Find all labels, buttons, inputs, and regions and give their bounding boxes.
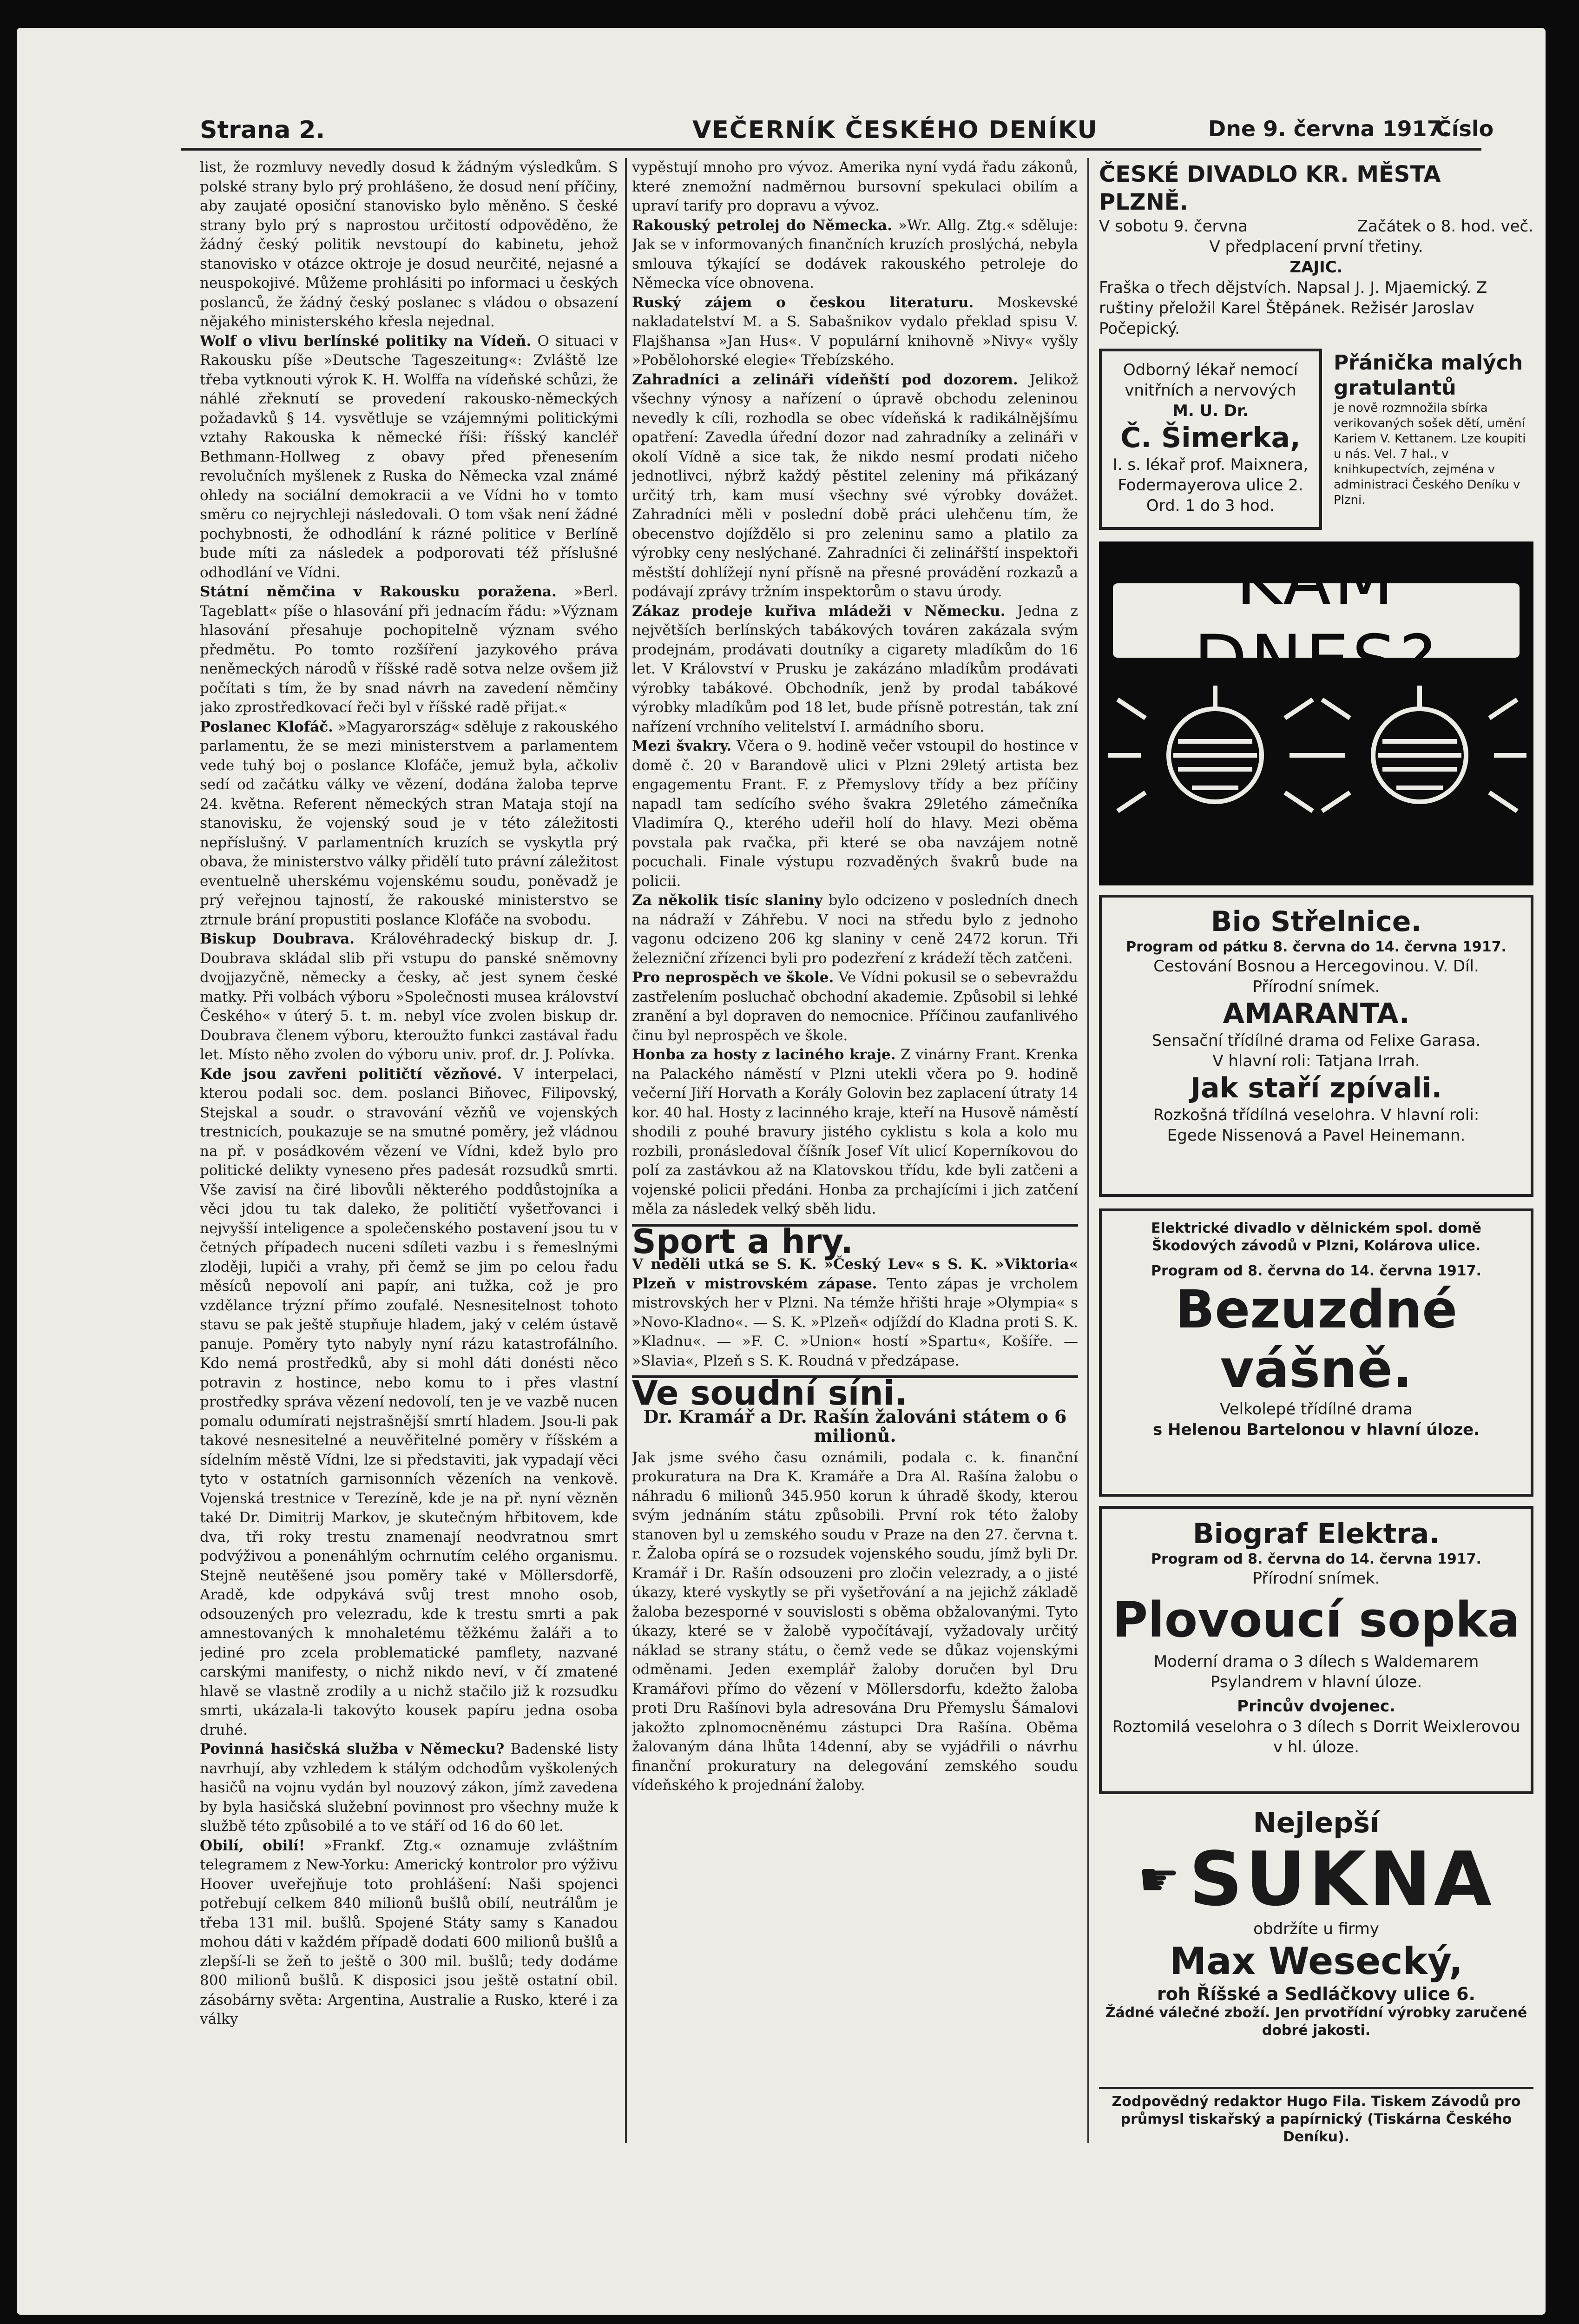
column-rule [625, 158, 627, 2143]
sukna-intro: Nejlepší [1253, 1807, 1380, 1839]
article-text: Z vinárny Frant. Krenka na Palackého náměstí v Plzni utekli včera po 9. hodině večerní Jiří Horvath a Korály Golovin bez zaplacení útraty 14 kor. 40 hal. Hosty z lacinného kraje, kteří na Husově náměstí shodili z pouhé bravury jistého cyklistu s kola a kolo mu rozbili, pronásledoval číšník Josef Vít ulicí Koperníkovou do polí za zastávkou až na Klatovskou třídu, kde byli zatčeni a vojenské policii předáni. Honba za prchajícími i jich zatčení měla za následek velký sběh lidu. [632, 1046, 1078, 1217]
theatre-line [1099, 216, 1533, 237]
doctor-specialty: Odborný lékař nemocí vnitřních a nervových [1123, 361, 1298, 400]
article-headline: Wolf o vlivu berlínské politiky na Vídeň. [200, 332, 532, 350]
article-paragraph [632, 968, 1078, 1045]
sukna-note: Žádné válečné zboží. Jen prvotřídní výrobky zaručené dobré jakosti. [1105, 2005, 1527, 2039]
bio-line-5: Rozkošná třídílná veselohra. V hlavní roli: [1153, 1106, 1480, 1124]
sport-section [632, 1221, 1078, 1371]
article-text: »Berl. Tageblatt« píše o hlasování při jednacím řádu: »Význam hlasování přesahuje pochopitelně význam svého předmětu. Po tomto rozšíření jazykového práva neněmeckých národů v říšské radě sotva nelze ovšem již počítati s tím, že by snad návrh na zavedení němčiny jako zprostředkovací řeči byl v říšské radě přijat.« [200, 583, 618, 716]
gratulation-ad [1329, 349, 1533, 530]
theatre-play: ZAJIC. [1290, 258, 1343, 277]
article-headline: Obilí, obilí! [200, 1837, 305, 1854]
doctor-hours: Ord. 1 do 3 hod. [1146, 496, 1275, 515]
article-text: Ve Vídni pokusil se o sebevraždu zastřelením posluchač obchodní akademie. Způsobil si lehké zranění a byl dopraven do nemocnice. Příčinou zaufanlivého činu byl neprospěch ve škole. [632, 969, 1078, 1044]
bio-line-2: Přírodní snímek. [1252, 977, 1380, 996]
theatre-date: V sobotu 9. června [1099, 217, 1248, 236]
article-paragraph [200, 1065, 618, 1740]
elektricke-film: Bezuzdné vášně. [1175, 1280, 1458, 1400]
issue-date: Dne 9. června 1917. [1208, 116, 1450, 141]
article-headline: Ruský zájem o českou literaturu. [632, 294, 974, 311]
article-headline: Biskup Doubrava. [200, 931, 355, 947]
kam-dnes-plate [1113, 541, 1520, 701]
bio-strelnice-ad [1099, 895, 1533, 1197]
article-text: »Wr. Allg. Ztg.« sděluje: Jak se v informovaných finančních kruzích proslýchá, nebyla smlouva týkající se dodávek rakouského petroleje do Německa více obnovena. [632, 217, 1078, 291]
elektricke-title: Elektrické divadlo v dělnickém spol. domě Škodových závodů v Plzni, Kolárova ulice. [1151, 1220, 1482, 1254]
article-paragraph [632, 1255, 1078, 1371]
article-paragraph [200, 1836, 618, 2029]
theatre-text: Fraška o třech dějstvích. Napsal J. J. Mjaemický. Z ruštiny přeložil Karel Štěpánek. Režisér Jaroslav Počepický. [1099, 278, 1487, 338]
article-headline: Zákaz prodeje kuřiva mládeži v Německu. [632, 602, 1006, 620]
article-paragraph [632, 602, 1078, 737]
article-headline: Povinná hasičská služba v Německu? [200, 1741, 505, 1757]
article-paragraph [632, 737, 1078, 891]
column-1 [200, 158, 618, 2138]
elektra-line-4: Roztomilá veselohra o 3 dílech s Dorrit Weixlerovou v hl. úloze. [1112, 1717, 1520, 1756]
gratulation-text: je nově rozmnožila sbírka verikovaných sošek dětí, umění Kariem V. Kettanem. Lze koupiti u nás. Vel. 7 hal., v knihkupectvích, zejména v administraci Českého Deníku v Plzni. [1334, 401, 1526, 507]
elektra-line-2: Moderní drama o 3 dílech s Waldemarem Psylandrem v hlavní úloze. [1153, 1652, 1479, 1691]
sukna-line: obdržíte u firmy [1253, 1920, 1379, 1938]
doctor-address: Fodermayerova ulice 2. [1118, 476, 1303, 495]
elektra-line-1: Přírodní snímek. [1252, 1569, 1380, 1588]
bio-film-2: Jak staří zpívali. [1190, 1072, 1442, 1104]
theatre-start: Začátek o 8. hod. več. [1357, 217, 1533, 236]
article-text: V interpelaci, kterou podali soc. dem. poslanci Biňovec, Filipovský, Stejskal a soudr. o stravování vězňů ve vojenských trestnicích, poukazuje se na smutné poměry, jež vládnou na př. v posádkovém vězení ve Vídni, kdež bylo pro politické delikty vyneseno přes padesát rozsudků smrti. Vše zavisí na čiré libovůli některého poddůstojníka a věci jdou tu tak daleko, že političtí vyšetřovanci i nejvyšší inteligence a společenského postavení jsou tu v četných případech nuceni sdíleti vazbu i s řemeslnými zloději, lupiči a vrahy, při čemž se jim po celou řadu měsíců nepovolí ani papír, ani tužka, což je pro vzdělance trýzní přímo zoufalé. Nesnesitelnost tohoto stavu se pak ještě stupňuje hladem, jaký v celém ústavě panuje. Poměry tyto nabyly nyní rázu katastrofálního. Kdo nemá prostředků, aby si mohl dáti donésti něco potravin z hostince, nebo komu to i přes vlastní prostředky správa vězení nedovolí, ten je ve vazbě nucen pomalu odumírati nejstrašnější smrtí hladem. Jsou-li pak takové nesnesitelné a neuvěřitelné poměry v říšském a sídelním městě Vídni, lze si představiti, jak vypadají věci tyto v ostatních garnisonních vězeních na venkově. Vojenská trestnice v Terezíně, kde je na př. nyní vězněn také Dr. Dimitrij Markov, je skutečným hřbitovem, kde dva, tři roky trestu znamenají neodvratnou smrt podvýživou a ponenáhlým ochrnutím celého organismu. Stejně neutěšené jsou poměry také v Möllersdorfě, Aradě, kde odpykává svůj trest mnoho osob, odsouzených pro velezradu, kde k trestu smrti a pak amnestovaných k mnohaletému těžkému žaláři a to jediné pro zcela problematické pamflety, nazvané carskými manifesty, o nichž nikdo neví, v čí zmatené hlavě se vlastně zrodily a u nichž stačilo již k rozsudku smrti, ukázala-li takovýto kousek papíru jedna osoba druhé. [200, 1065, 618, 1738]
page-header [181, 102, 1494, 149]
article-text: »Magyarország« sděluje z rakouského parlamentu, že se mezi ministerstvem a parlamentem vede tuhý boj o poslance Klofáče, jemuž byla, ačkoliv sedí od začátku války ve vězení, dodána žaloba teprve 24. května. Referent německých stran Mataja stojí na stanovisku, že vojenský soud je v této záležitosti nepříslušný. V parlamentních kruzích se vyskytla prý obava, že ministerstvo války přidělí tuto právní záležitost eventuelně uherskému vojenskému soudu, poněvadž je prý veřejnou tajností, že rakouské ministerstvo se ztrnule brání propustiti poslance Klofáče na svobodu. [200, 718, 618, 928]
article-headline: Za několik tisíc slaniny [632, 892, 823, 909]
article-paragraph [632, 293, 1078, 370]
article-paragraph [632, 216, 1078, 293]
sukna-firm: Max Wesecký, [1169, 1940, 1463, 1983]
article-headline: Kde jsou zavřeni političtí vězňové. [200, 1065, 502, 1083]
masthead: VEČERNÍK ČESKÉHO DENÍKU [692, 116, 1098, 144]
bio-line-1: Cestování Bosnou a Hercegovinou. V. Díl. [1153, 957, 1479, 976]
column-rule [1087, 158, 1089, 2143]
article-paragraph [200, 582, 618, 718]
page-number: Strana 2. [200, 116, 325, 144]
bio-program: Program od pátku 8. června do 14. června 1917. [1126, 939, 1507, 955]
article-headline: Honba za hosty z laciného kraje. [632, 1046, 896, 1063]
elektricke-line-2: s Helenou Bartelonou v hlavní úloze. [1152, 1420, 1480, 1439]
elektra-film: Plovoucí sopka [1112, 1591, 1520, 1648]
court-title: Ve soudní síni. [632, 1373, 908, 1413]
article-headline: Rakouský petrolej do Německa. [632, 217, 892, 234]
kam-dnes-title: KAM DNES? [1193, 541, 1439, 701]
court-text: Jak jsme svého času oznámili, podala c. k. finanční prokuratura na Dra K. Kramáře a Dra Al. Rašína žalobu o náhradu 6 milionů 345.950 korun k úhradě škody, kterou svým jednáním státu způsobili. První rok této žaloby stanoven byl u zemského soudu v Praze na den 27. června t. r. Žaloba opírá se o rozsudek vojenského soudu, jímž byli Dr. Kramář i Dr. Rašín odsouzeni pro zločin velezrady, a o jisté úkazy, které vyskytly se při vyšetřování a na jejichž základě žaloba bezesporné v souvislosti s oběma obžalovanými. Tyto úkazy, které se v žalobě vypočítávají, vyžadovaly určitý náklad se strany státu, o čemž vede se důkaz vojenskými odměnami. Jeden exemplář žaloby doručen byl Dru Kramářovi přímo do vězení v Möllersdorfu, kdežto žaloba proti Dru Rašínovi byla adresována Dru Přemyslu Šámalovi jakožto zplnomocněnému zástupci Dra Rašína. Oběma žalovaným dána lhůta 14denní, aby se vyjádřili o návrhu finanční prokuratury na delegování zemského soudu vídeňského k projednání žaloby. [632, 1449, 1078, 1794]
elektricke-line-1: Velkolepé třídílné drama [1220, 1400, 1413, 1419]
bio-title: Bio Střelnice. [1211, 905, 1422, 938]
article-text: O situaci v Rakousku píše »Deutsche Tageszeitung«: Zvláště lze třeba vytknouti výrok K. H. Wolffa na vídeňské schůzi, že náhlé zřeknutí se provedení rakousko-německých požadavků § 14. vysvětluje se vzájemnými politickými vztahy Rakouska k německé říši: říšský kancléř Bethmann-Hollweg z obavy před přenesením revolučních myšlenek z Ruska do Německa vzal známé ohledy na sociální demokracii a ve Vídni ho v tomto směru co nejrychleji následovali. O tom však není žádné pochybnosti, že odhodlání k rázné politice v Berlíně bude míti za následek a podporovati též příslušné odhodlání ve Vídni. [200, 332, 618, 581]
court-subtitle: Dr. Kramář a Dr. Rašín žalováni státem o 6 milionů. [643, 1406, 1067, 1446]
issue-number: Číslo [1436, 116, 1494, 141]
doctor-line: I. s. lékař prof. Maixnera, [1112, 456, 1309, 474]
theatre-ad [1099, 160, 1533, 344]
elektra-program: Program od 8. června do 14. června 1917. [1151, 1551, 1481, 1567]
article-paragraph [200, 158, 618, 332]
bio-line-6: Egede Nissenová a Pavel Heinemann. [1167, 1126, 1466, 1145]
hand-pointer-icon: ☛ [1138, 1852, 1180, 1907]
kam-dnes-banner [1099, 541, 1533, 885]
news-items [632, 158, 1078, 1219]
article-paragraph [200, 1740, 618, 1836]
article-text: Tento zápas je vrcholem mistrovských her v Plzni. Na témže hřišti hraje »Olympia« s »Novo-Kladno«. — S. K. »Plzeň« odjíždí do Kladna proti S. K. »Kladnu«. — »F. C. »Union« hostí »Spartu«, Košíře. — »Slavia«, Plzeň s S. K. Roudná v předzápase. [632, 1275, 1078, 1369]
sukna-row [1102, 1835, 1531, 1922]
imprint-text: Zodpovědný redaktor Hugo Fila. Tiskem Závodů pro průmysl tiskařský a papírnický (Tiskárna Českého Deníku). [1112, 2093, 1521, 2145]
theatre-subscription: V předplacení první třetiny. [1209, 238, 1423, 256]
bio-line-3: Sensační třídílné drama od Felixe Garasa. [1151, 1031, 1481, 1050]
article-headline: Pro neprospěch ve škole. [632, 969, 834, 986]
elektra-ad [1099, 1506, 1533, 1794]
article-paragraph [632, 1045, 1078, 1219]
elektricke-program: Program od 8. června do 14. června 1917. [1151, 1263, 1481, 1279]
gratulation-title: Přánička malých gratulantů [1334, 351, 1523, 400]
article-paragraph [200, 718, 618, 930]
theatre-title: ČESKÉ DIVADLO KR. MĚSTA PLZNĚ. [1099, 161, 1441, 215]
article-paragraph [632, 158, 1078, 216]
article-text: Badenské listy navrhují, aby vzhledem k stálým odchodům vyškolených hasičů na vojnu vydán byl nouzový zákon, jímž zavedena by byla hasičská služební povinnost pro všechny muže k službě této způsobilé a to ve stáří od 16 do 60 let. [200, 1741, 618, 1835]
sport-items [632, 1255, 1078, 1371]
doctor-title: M. U. Dr. [1172, 402, 1249, 420]
sukna-address: roh Říšské a Sedláčkovy ulice 6. [1157, 1984, 1475, 2004]
article-text: Jedna z největších berlínských tabákových továren zakázala svým prodejnám, prodávati doutníky a cigarety mladíkům do 16 let. V Království v Prusku je zakázáno mladíkům prodávati výrobky tabákové. Obchodník, jenž by prodal tabákové výrobky mladíkům pod 18 let, bude přísně potrestán, tak zní nařízení vrchního velitelství I. armádního sboru. [632, 602, 1078, 735]
article-text: bylo odcizeno v posledních dnech na nádraží v Záhřebu. V noci na středu bylo z jednoho vagonu odcizeno 206 kg slaniny v ceně 2472 korun. Tři železniční zřízenci byli pro podezření z krádeží těch zatčeni. [632, 892, 1078, 967]
sukna-title: SUKNA [1189, 1835, 1494, 1922]
doctor-ad [1099, 349, 1322, 530]
article-text: Včera o 9. hodině večer vstoupil do hostince v domě č. 20 v Barandově ulici v Plzni 29letý artista bez engagementu Frant. F. z Přemyslovy třídy a bez příčiny napadl tam sedícího svého švakra 29letého zámečníka Vladimíra Q., kterého udeřil holí do hlavy. Mezi oběma povstala pak rvačka, při které se oba navzájem notně pocuchali. Finale výstupu rozvaděných švakrů bude na policii. [632, 738, 1078, 890]
court-section [632, 1375, 1078, 1796]
article-text: Jelikož všechny výnosy a nařízení o úpravě obchodu zeleninou nevedly k cíli, rozhodla se obec vídeňská k radikálnějšímu opatření: Zavedla úřední dozor nad zahradníky a zelináři v okolí Vídně a sice tak, že nikdo nesmí prodati ničeho jednotlivci, nýbrž každý pěstitel zeleniny má přikázaný určitý trh, kam musí všechny své výrobky dovážet. Zahradníci měli v poslední době práci ulehčenu tím, že obecenstvo dojíždělo si pro zeleninu samo a platilo za výrobky ceny neslýchané. Zahradníci či zelinářští inspektoři městští dohlížejí nyní přísně na přesné provádění rozkazů a podávají zprávy tržním inspektorům o stavu úrody. [632, 371, 1078, 600]
article-text: Královéhradecký biskup dr. J. Doubrava skládal slib při vstupu do panské sněmovny dvojjazyčně, německy a česky, ač jest synem české matky. Při volbách výboru »Společnosti musea království Českého« v úterý 5. t. m. nebyl více zvolen biskup dr. Doubrava členem výboru, kteroužto funkci zastával řadu let. Místo něho zvolen do výboru univ. prof. dr. J. Polívka. [200, 931, 618, 1063]
article-headline: V neděli utká se S. K. »Český Lev« s S. K. »Viktoria« Plzeň v mistrovském zápase. [632, 1256, 1078, 1292]
bio-line-4: V hlavní roli: Tatjana Irrah. [1212, 1052, 1420, 1070]
article-headline: Zahradníci a zelináři vídeňští pod dozorem. [632, 371, 1018, 388]
article-paragraph [200, 332, 618, 583]
column-2 [632, 158, 1078, 2143]
article-paragraph [200, 930, 618, 1065]
article-headline: Státní němčina v Rakousku poražena. [200, 583, 557, 600]
article-text: »Frankf. Ztg.« oznamuje zvláštním telegramem z New-Yorku: Americký kontrolor pro výživu Hoover uveřejňuje toto prohlášení: Naši spojenci potřebují celkem 840 milionů bušlů obilí, neutrálům je třeba 131 mil. bušlů. Spojené Státy samy s Kanadou mohou dáti v každém případě dodati 600 milionů bušlů a zlepší-li se žeň to ještě o 300 mil. bušlů; tedy dodáme 800 milionů bušlů. K disposici jsou ještě ostatní obil. zásobárny světa: Argentina, Australie a Rusko, které i za války [200, 1837, 618, 2027]
doctor-name: Č. Šimerka, [1120, 422, 1301, 454]
elektra-title: Biograf Elektra. [1192, 1518, 1440, 1550]
sport-title: Sport a hry. [632, 1221, 853, 1261]
header-rule [181, 148, 1481, 151]
article-text: Moskevské nakladatelství M. a S. Sabašnikov vydalo překlad spisu V. Flajšhansa »Jan Hus«. V populární knihovně »Nivy« vyšly »Pobělohorské elegie« Třebízského. [632, 294, 1078, 369]
imprint [1099, 2087, 1533, 2147]
article-text: list, že rozmluvy nevedly dosud k žádným výsledkům. S polské strany bylo prý prohlášeno, že dosud není příčiny, aby zaujaté oposiční stanovisko bylo měněno. S české strany bylo prý s naprostou určitostí odpověděno, že žádný český politik nevstoupí do kabinetu, jehož stanovisko v otázce oktroje je dosud neurčité, nejasné a neuspokojivé. Můžeme prohlásiti po informaci u českých poslanců, že žádný český poslanec s vládou o obsazení nějakého ministerského křesla nejednal. [200, 159, 618, 330]
bio-film-1: AMARANTA. [1223, 997, 1410, 1030]
article-paragraph [632, 891, 1078, 968]
article-headline: Mezi švakry. [632, 738, 732, 754]
article-paragraph [632, 370, 1078, 602]
elektricke-divadlo-ad [1099, 1208, 1533, 1497]
elektra-line-3: Princův dvojenec. [1237, 1697, 1395, 1716]
sukna-ad [1099, 1803, 1533, 2078]
article-text: vypěstují mnoho pro vývoz. Amerika nyní vydá řadu zákonů, které znemožní nadměrnou bursovní spekulaci obilím a upraví tarify pro dopravu a vývoz. [632, 159, 1078, 214]
article-headline: Poslanec Klofáč. [200, 718, 333, 735]
